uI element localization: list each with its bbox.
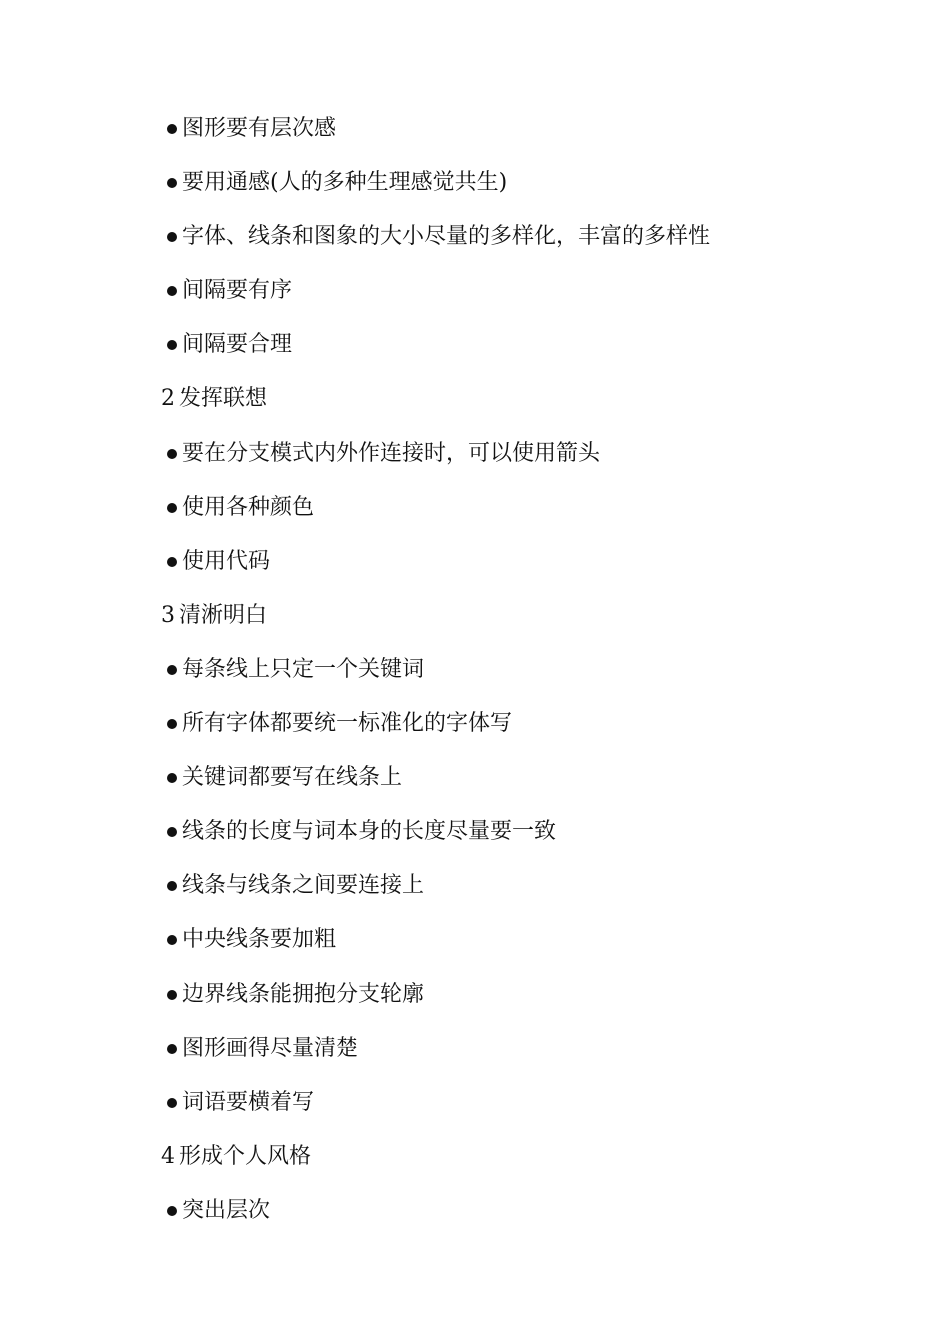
section-number: 4 bbox=[161, 1143, 175, 1169]
bullet-icon bbox=[167, 178, 177, 188]
list-item bbox=[161, 102, 861, 156]
list-item-text: 间隔要合理 bbox=[182, 332, 293, 358]
bullet-icon bbox=[167, 1206, 177, 1216]
bullet-icon bbox=[167, 773, 177, 783]
list-item bbox=[161, 1184, 861, 1238]
list-item bbox=[161, 1022, 861, 1076]
list-item bbox=[161, 913, 861, 967]
list-item-text: 线条的长度与词本身的长度尽量要一致 bbox=[182, 819, 557, 845]
list-item-text: 线条与线条之间要连接上 bbox=[182, 873, 425, 899]
list-item-text: 使用代码 bbox=[182, 548, 271, 574]
list-item-text: 图形要有层次感 bbox=[182, 116, 337, 141]
bullet-icon bbox=[167, 557, 177, 567]
section-heading-text: 发挥联想 bbox=[179, 386, 268, 412]
list-item bbox=[161, 859, 861, 913]
bullet-icon bbox=[167, 990, 177, 1000]
list-item-text: 边界线条能拥抱分支轮廓 bbox=[182, 981, 425, 1007]
list-item bbox=[161, 805, 861, 859]
list-item bbox=[161, 264, 861, 318]
list-item-text: 所有字体都要统一标准化的字体写 bbox=[182, 711, 513, 737]
list-item-text: 使用各种颜色 bbox=[182, 494, 315, 520]
section-heading bbox=[161, 589, 861, 643]
bullet-icon bbox=[167, 1044, 177, 1054]
list-item-text: 要在分支模式内外作连接时，可以使用箭头 bbox=[182, 440, 601, 466]
list-item-text: 每条线上只定一个关键词 bbox=[182, 656, 425, 682]
bullet-icon bbox=[167, 503, 177, 513]
list-item-text: 图形画得尽量清楚 bbox=[182, 1035, 359, 1061]
section-heading-text: 清淅明白 bbox=[179, 602, 268, 628]
bullet-icon bbox=[167, 1098, 177, 1108]
list-item-text: 关键词都要写在线条上 bbox=[182, 765, 403, 791]
section-heading bbox=[161, 1130, 861, 1184]
bullet-icon bbox=[167, 449, 177, 459]
bullet-icon bbox=[167, 124, 177, 134]
list-item-text: 中央线条要加粗 bbox=[182, 927, 337, 953]
bullet-icon bbox=[167, 827, 177, 837]
bullet-icon bbox=[167, 286, 177, 296]
list-item bbox=[161, 751, 861, 805]
list-item bbox=[161, 427, 861, 481]
bullet-icon bbox=[167, 232, 177, 242]
bullet-icon bbox=[167, 665, 177, 675]
bullet-icon bbox=[167, 881, 177, 891]
list-item bbox=[161, 318, 861, 372]
bullet-icon bbox=[167, 935, 177, 945]
list-item bbox=[161, 535, 861, 589]
document-body bbox=[161, 102, 861, 1238]
list-item-text: 突出层次 bbox=[182, 1197, 271, 1223]
list-item bbox=[161, 481, 861, 535]
list-item bbox=[161, 968, 861, 1022]
bullet-icon bbox=[167, 340, 177, 350]
section-number: 2 bbox=[161, 386, 175, 412]
list-item-text: 要用通感(人的多种生理感觉共生) bbox=[182, 170, 508, 196]
section-heading-text: 形成个人风格 bbox=[179, 1143, 312, 1169]
list-item-text: 间隔要有序 bbox=[182, 278, 293, 304]
list-item bbox=[161, 1076, 861, 1130]
list-item bbox=[161, 210, 861, 264]
list-item-text: 词语要横着写 bbox=[182, 1089, 315, 1115]
section-number: 3 bbox=[161, 602, 175, 628]
bullet-icon bbox=[167, 719, 177, 729]
section-heading bbox=[161, 372, 861, 426]
list-item bbox=[161, 697, 861, 751]
list-item-text: 字体、线条和图象的大小尽量的多样化，丰富的多样性 bbox=[182, 224, 711, 250]
list-item bbox=[161, 643, 861, 697]
list-item bbox=[161, 156, 861, 210]
